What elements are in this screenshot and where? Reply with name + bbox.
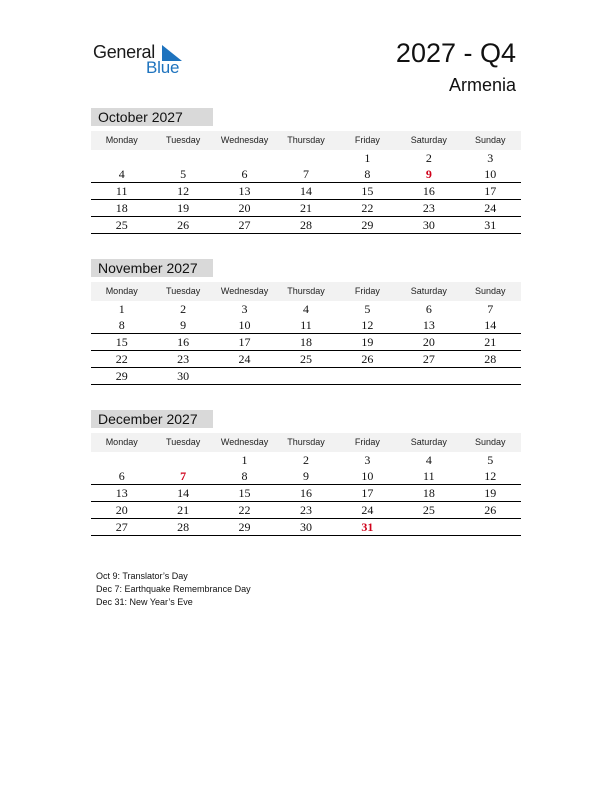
week-row: [91, 519, 521, 536]
day-cell: 21: [299, 201, 312, 215]
day-cell: 13: [422, 318, 435, 332]
month-label: December 2027: [91, 410, 213, 428]
week-row: [91, 334, 521, 351]
day-cell: 2: [425, 151, 432, 165]
day-cell: 7: [180, 469, 187, 483]
weekday-label: Saturday: [410, 286, 447, 296]
day-cell: 20: [238, 201, 251, 215]
day-cell: 25: [299, 352, 312, 366]
day-cell: 14: [484, 318, 497, 332]
day-cell: 27: [422, 352, 435, 366]
weekday-label: Thursday: [287, 286, 325, 296]
day-cell: 27: [115, 520, 128, 534]
day-cell: 30: [422, 218, 435, 232]
day-cell: 15: [361, 184, 374, 198]
weekday-label: Tuesday: [166, 437, 201, 447]
month-label: October 2027: [91, 108, 213, 126]
week-row: [91, 166, 521, 183]
day-cell: 13: [238, 184, 251, 198]
day-cell: 24: [238, 352, 251, 366]
day-cell: [398, 368, 459, 384]
day-cell: 12: [177, 184, 190, 198]
brand-logo: [93, 40, 193, 80]
day-cell: 15: [115, 335, 128, 349]
day-cell: 9: [302, 469, 309, 483]
day-cell: 3: [487, 151, 494, 165]
weekday-label: Saturday: [410, 135, 447, 145]
day-cell: 23: [422, 201, 435, 215]
day-cell: 2: [302, 453, 309, 467]
week-row: [91, 368, 521, 385]
day-cell: [275, 150, 336, 166]
day-cell: 8: [364, 167, 371, 181]
day-cell: 4: [118, 167, 125, 181]
day-cell: [460, 519, 521, 535]
holiday-note: Dec 31: New Year’s Eve: [96, 597, 193, 607]
day-cell: 19: [484, 486, 497, 500]
day-cell: 19: [177, 201, 190, 215]
day-cell: 21: [177, 503, 190, 517]
week-row: [91, 502, 521, 519]
day-cell: 25: [115, 218, 128, 232]
country-name: Armenia: [448, 75, 516, 95]
day-cell: [152, 150, 213, 166]
week-row: [91, 200, 521, 217]
day-cell: 1: [118, 302, 125, 316]
day-cell: 26: [177, 218, 190, 232]
day-cell: 26: [361, 352, 374, 366]
week-row: [91, 150, 521, 166]
day-cell: 28: [177, 520, 190, 534]
day-cell: 28: [299, 218, 312, 232]
day-cell: 4: [425, 453, 432, 467]
day-cell: 15: [238, 486, 251, 500]
week-row: [91, 217, 521, 234]
day-cell: 18: [115, 201, 128, 215]
day-cell: 25: [422, 503, 435, 517]
weekday-label: Sunday: [474, 135, 506, 145]
week-row: [91, 485, 521, 502]
day-cell: 14: [177, 486, 190, 500]
day-cell: 7: [487, 302, 494, 316]
weekday-header: [91, 433, 521, 452]
day-cell: 21: [484, 335, 497, 349]
day-cell: 11: [300, 318, 312, 332]
day-cell: [398, 519, 459, 535]
day-cell: 5: [487, 453, 494, 467]
weekday-label: Saturday: [410, 437, 447, 447]
day-cell: 24: [361, 503, 374, 517]
day-cell: [275, 368, 336, 384]
weekday-label: Friday: [354, 437, 380, 447]
weekday-label: Monday: [105, 437, 138, 447]
day-cell: 29: [238, 520, 251, 534]
weekday-label: Wednesday: [220, 135, 269, 145]
day-cell: 11: [423, 469, 435, 483]
day-cell: 31: [361, 520, 374, 534]
day-cell: 4: [302, 302, 309, 316]
day-cell: 17: [361, 486, 374, 500]
page-title: 2027 - Q4: [395, 38, 516, 68]
month-block: [91, 259, 521, 385]
day-cell: 20: [422, 335, 435, 349]
day-cell: 6: [118, 469, 125, 483]
day-cell: 12: [361, 318, 374, 332]
day-cell: 18: [422, 486, 435, 500]
day-cell: [91, 150, 152, 166]
holiday-note: Dec 7: Earthquake Remembrance Day: [96, 584, 251, 594]
day-cell: 22: [361, 201, 374, 215]
day-cell: 23: [299, 503, 312, 517]
weekday-label: Friday: [354, 135, 380, 145]
day-cell: 14: [299, 184, 312, 198]
day-cell: 10: [238, 318, 251, 332]
week-row: [91, 317, 521, 334]
day-cell: 12: [484, 469, 497, 483]
day-cell: 11: [115, 184, 128, 198]
month-block: [91, 108, 521, 234]
holiday-note: Oct 9: Translator’s Day: [96, 571, 188, 581]
logo-word-general: General: [93, 42, 155, 62]
day-cell: 10: [361, 469, 374, 483]
day-cell: 16: [422, 184, 435, 198]
day-cell: 3: [241, 302, 248, 316]
day-cell: 13: [115, 486, 128, 500]
day-cell: 18: [299, 335, 312, 349]
day-cell: 1: [241, 453, 248, 467]
day-cell: 17: [238, 335, 251, 349]
weekday-label: Monday: [105, 286, 138, 296]
day-cell: 19: [361, 335, 374, 349]
day-cell: [214, 150, 275, 166]
weekday-label: Thursday: [287, 437, 325, 447]
weekday-label: Sunday: [474, 437, 506, 447]
day-cell: 23: [177, 352, 190, 366]
day-cell: 30: [299, 520, 312, 534]
day-cell: 22: [238, 503, 251, 517]
logo-word-blue: Blue: [146, 58, 180, 77]
day-cell: 5: [364, 302, 371, 316]
day-cell: 17: [484, 184, 497, 198]
day-cell: 29: [361, 218, 374, 232]
day-cell: 22: [115, 352, 128, 366]
weekday-label: Tuesday: [166, 286, 201, 296]
weekday-label: Monday: [105, 135, 138, 145]
day-cell: 7: [302, 167, 309, 181]
day-cell: 8: [241, 469, 248, 483]
week-row: [91, 301, 521, 317]
day-cell: 24: [484, 201, 497, 215]
day-cell: 20: [115, 503, 128, 517]
day-cell: 9: [425, 167, 432, 181]
weekday-label: Sunday: [474, 286, 506, 296]
day-cell: 3: [364, 453, 371, 467]
day-cell: 5: [180, 167, 187, 181]
weekday-label: Wednesday: [220, 286, 269, 296]
day-cell: 29: [115, 369, 128, 383]
weekday-label: Thursday: [287, 135, 325, 145]
day-cell: 26: [484, 503, 497, 517]
weekday-header: [91, 131, 521, 150]
day-cell: 6: [241, 167, 248, 181]
day-cell: [214, 368, 275, 384]
weekday-header: [91, 282, 521, 301]
day-cell: 2: [180, 302, 187, 316]
week-row: [91, 351, 521, 368]
day-cell: 9: [180, 318, 187, 332]
day-cell: 10: [484, 167, 497, 181]
day-cell: [152, 452, 213, 468]
month-label: November 2027: [91, 259, 213, 277]
day-cell: 16: [177, 335, 190, 349]
day-cell: 28: [484, 352, 497, 366]
day-cell: 30: [177, 369, 190, 383]
weekday-label: Friday: [354, 286, 380, 296]
day-cell: [337, 368, 398, 384]
day-cell: 1: [364, 151, 371, 165]
day-cell: 31: [484, 218, 497, 232]
month-block: [91, 410, 521, 536]
weekday-label: Wednesday: [220, 437, 269, 447]
week-row: [91, 468, 521, 485]
holiday-notes: [96, 570, 251, 609]
day-cell: 8: [118, 318, 125, 332]
day-cell: [91, 452, 152, 468]
weekday-label: Tuesday: [166, 135, 201, 145]
week-row: [91, 183, 521, 200]
day-cell: 6: [425, 302, 432, 316]
day-cell: 27: [238, 218, 251, 232]
week-row: [91, 452, 521, 468]
day-cell: 16: [299, 486, 312, 500]
day-cell: [460, 368, 521, 384]
